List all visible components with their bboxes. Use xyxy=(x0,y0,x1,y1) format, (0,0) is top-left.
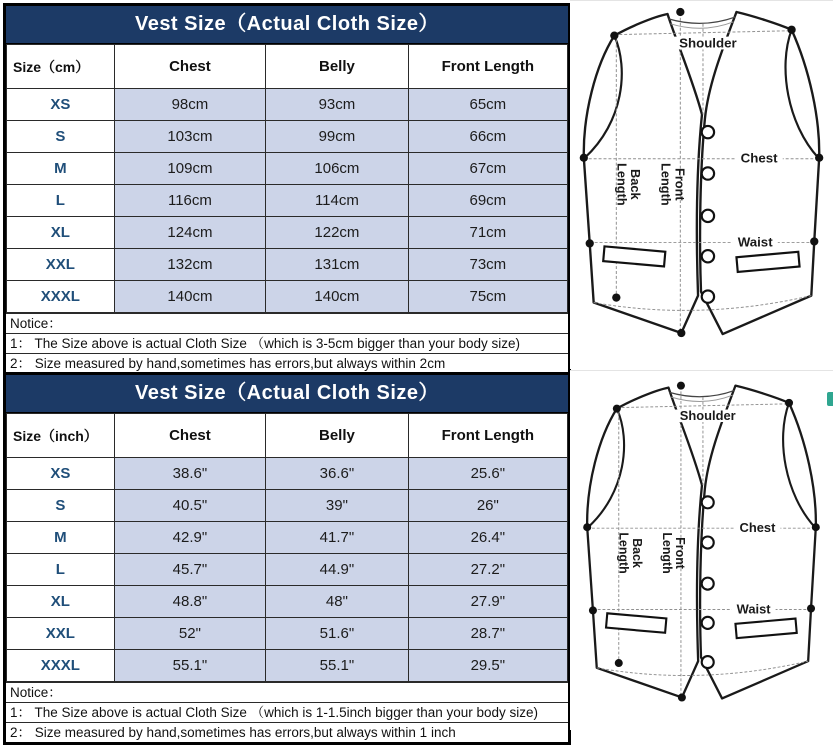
vest-label-front-length: FrontLength xyxy=(658,163,688,206)
vest-right-panel xyxy=(700,12,819,334)
vest-label-chest: Chest xyxy=(739,520,776,535)
notice-section xyxy=(6,313,568,373)
cell-belly: 99cm xyxy=(266,121,408,153)
table-row xyxy=(7,89,568,121)
table-row xyxy=(7,458,568,490)
cell-front-length: 28.7" xyxy=(408,618,567,650)
size-label: XL xyxy=(7,217,115,249)
size-label: M xyxy=(7,522,115,554)
cell-front-length: 29.5" xyxy=(408,650,567,682)
table-row xyxy=(7,650,568,682)
table-title: Vest Size（Actual Cloth Size） xyxy=(6,375,568,413)
size-label: XL xyxy=(7,586,115,618)
col-header-chest: Chest xyxy=(114,414,265,458)
vest-label-shoulder: Shoulder xyxy=(679,408,736,424)
cell-belly: 131cm xyxy=(266,249,408,281)
col-header-chest: Chest xyxy=(114,45,265,89)
cell-belly: 44.9" xyxy=(266,554,408,586)
notice-section xyxy=(6,682,568,742)
cell-front-length: 71cm xyxy=(408,217,567,249)
table-row xyxy=(7,586,568,618)
col-header-front-length: Front Length xyxy=(408,45,567,89)
vest-label-waist: Waist xyxy=(737,234,773,250)
cell-belly: 48" xyxy=(266,586,408,618)
table-row xyxy=(7,249,568,281)
size-table-inch-block xyxy=(3,372,571,745)
cell-chest: 98cm xyxy=(114,89,265,121)
col-header-belly: Belly xyxy=(266,414,408,458)
vest-label-back-length: BackLength xyxy=(616,532,645,574)
cell-chest: 132cm xyxy=(114,249,265,281)
cell-belly: 51.6" xyxy=(266,618,408,650)
cell-belly: 114cm xyxy=(266,185,408,217)
cell-chest: 124cm xyxy=(114,217,265,249)
notice-label: Notice： xyxy=(6,313,568,333)
table-row xyxy=(7,522,568,554)
notice-line-2: 2： Size measured by hand,sometimes has errors,but always within 2cm xyxy=(6,353,568,373)
cell-front-length: 26.4" xyxy=(408,522,567,554)
header-row xyxy=(7,45,568,89)
cell-front-length: 67cm xyxy=(408,153,567,185)
vest-label-shoulder: Shoulder xyxy=(679,35,737,51)
notice-line-1: 1： The Size above is actual Cloth Size （which is 3-5cm bigger than your body size) xyxy=(6,333,568,353)
cell-chest: 109cm xyxy=(114,153,265,185)
cell-belly: 93cm xyxy=(266,89,408,121)
vest-diagram xyxy=(572,378,831,708)
size-label: S xyxy=(7,490,115,522)
size-label: M xyxy=(7,153,115,185)
cell-front-length: 25.6" xyxy=(408,458,567,490)
cell-chest: 42.9" xyxy=(114,522,265,554)
size-table-cm-block xyxy=(3,3,571,376)
size-table xyxy=(6,413,568,682)
col-header-front-length: Front Length xyxy=(408,414,567,458)
cell-front-length: 75cm xyxy=(408,281,567,313)
table-row xyxy=(7,618,568,650)
table-row xyxy=(7,217,568,249)
cell-chest: 116cm xyxy=(114,185,265,217)
table-row xyxy=(7,185,568,217)
cell-belly: 122cm xyxy=(266,217,408,249)
size-label: XXL xyxy=(7,618,115,650)
notice-line-1: 1： The Size above is actual Cloth Size （which is 1-1.5inch bigger than your body size) xyxy=(6,702,568,722)
vest-diagram-inch-area xyxy=(570,370,833,730)
cell-chest: 55.1" xyxy=(114,650,265,682)
vest-label-chest: Chest xyxy=(740,150,778,166)
cell-chest: 38.6" xyxy=(114,458,265,490)
notice-label: Notice： xyxy=(6,682,568,702)
size-label: XS xyxy=(7,89,115,121)
cell-chest: 40.5" xyxy=(114,490,265,522)
cell-belly: 55.1" xyxy=(266,650,408,682)
cell-chest: 103cm xyxy=(114,121,265,153)
cell-belly: 39" xyxy=(266,490,408,522)
notice-line-2: 2： Size measured by hand,sometimes has errors,but always within 1 inch xyxy=(6,722,568,742)
table-row xyxy=(7,153,568,185)
size-label: XXXL xyxy=(7,281,115,313)
cell-belly: 41.7" xyxy=(266,522,408,554)
cell-chest: 140cm xyxy=(114,281,265,313)
cell-front-length: 27.9" xyxy=(408,586,567,618)
col-header-size: Size（cm） xyxy=(7,45,115,89)
header-row xyxy=(7,414,568,458)
cell-front-length: 66cm xyxy=(408,121,567,153)
vest-label-front-length: FrontLength xyxy=(659,532,688,574)
size-label: XXL xyxy=(7,249,115,281)
size-label: XS xyxy=(7,458,115,490)
cell-chest: 45.7" xyxy=(114,554,265,586)
cell-front-length: 26" xyxy=(408,490,567,522)
size-label: XXXL xyxy=(7,650,115,682)
cell-chest: 52" xyxy=(114,618,265,650)
collar-seam xyxy=(669,390,734,396)
cell-front-length: 69cm xyxy=(408,185,567,217)
table-row xyxy=(7,490,568,522)
col-header-belly: Belly xyxy=(266,45,408,89)
collar-seam xyxy=(669,17,736,23)
size-label: L xyxy=(7,554,115,586)
vest-right-panel xyxy=(700,386,816,699)
cell-front-length: 27.2" xyxy=(408,554,567,586)
cell-belly: 36.6" xyxy=(266,458,408,490)
cell-front-length: 73cm xyxy=(408,249,567,281)
cell-belly: 106cm xyxy=(266,153,408,185)
cell-belly: 140cm xyxy=(266,281,408,313)
vest-diagram-cm-area xyxy=(570,0,833,369)
table-row xyxy=(7,554,568,586)
size-label: S xyxy=(7,121,115,153)
vest-diagram xyxy=(572,4,831,344)
vest-label-back-length: BackLength xyxy=(614,163,644,206)
cell-chest: 48.8" xyxy=(114,586,265,618)
vest-label-waist: Waist xyxy=(736,601,771,617)
table-title: Vest Size（Actual Cloth Size） xyxy=(6,6,568,44)
table-row xyxy=(7,121,568,153)
size-label: L xyxy=(7,185,115,217)
table-row xyxy=(7,281,568,313)
col-header-size: Size（inch） xyxy=(7,414,115,458)
green-scroll-marker xyxy=(827,392,833,406)
cell-front-length: 65cm xyxy=(408,89,567,121)
size-table xyxy=(6,44,568,313)
